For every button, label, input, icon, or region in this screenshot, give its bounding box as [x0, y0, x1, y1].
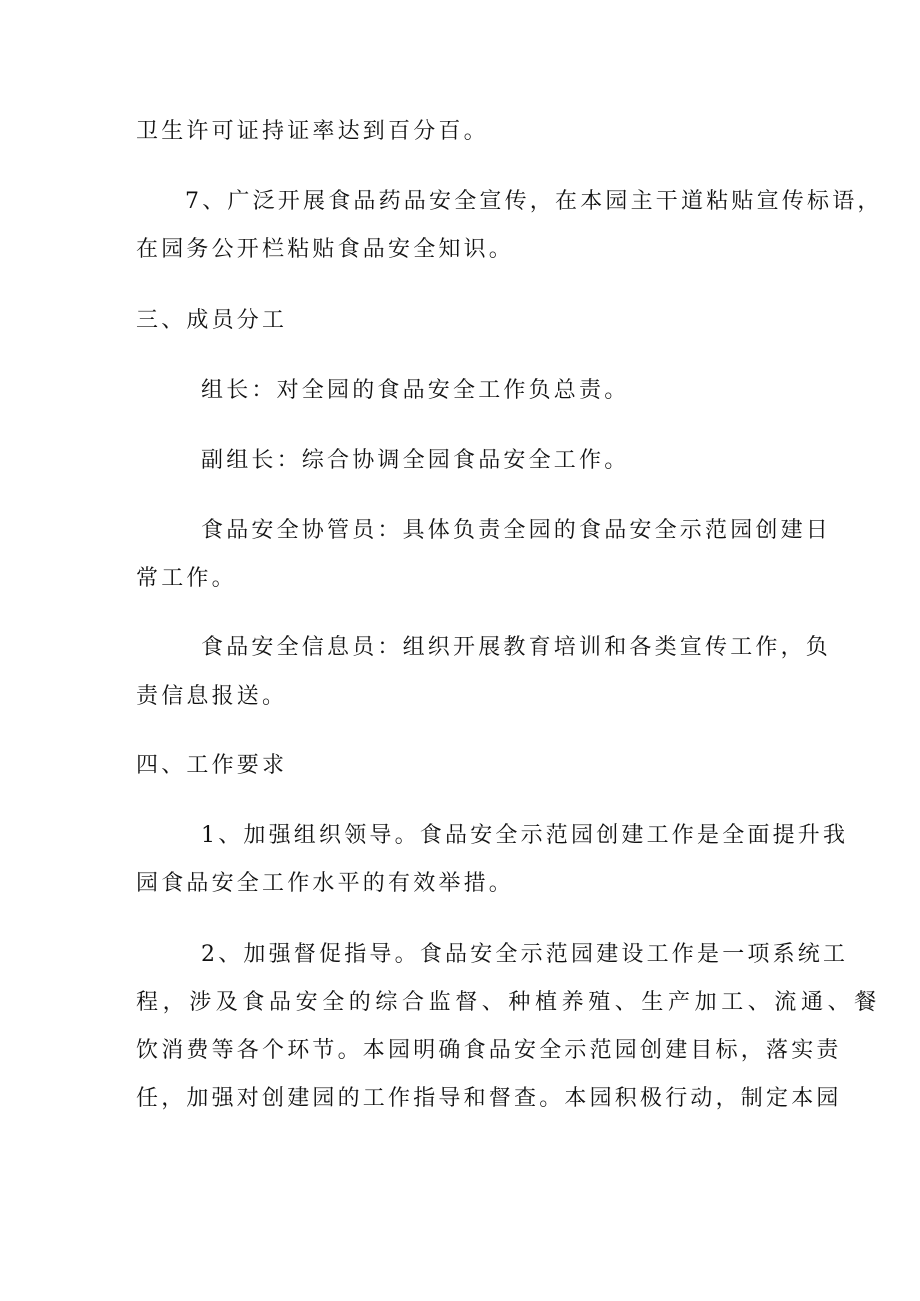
paragraph-line: 2、加强督促指导。食品安全示范园建设工作是一项系统工 — [201, 942, 849, 967]
paragraph-line: 食品安全协管员：具体负责全园的食品安全示范园创建日 — [201, 518, 832, 543]
paragraph-line: 1、加强组织领导。食品安全示范园创建工作是全面提升我 — [201, 823, 849, 848]
paragraph-line: 在园务公开栏粘贴食品安全知识。 — [136, 237, 515, 262]
paragraph-line: 饮消费等各个环节。本园明确食品安全示范园创建目标，落实责 — [136, 1038, 842, 1063]
paragraph-line: 卫生许可证持证率达到百分百。 — [136, 119, 489, 144]
paragraph-line: 副组长：综合协调全园食品安全工作。 — [201, 448, 630, 473]
paragraph-line: 食品安全信息员：组织开展教育培训和各类宣传工作，负 — [201, 635, 832, 660]
paragraph-line: 程，涉及食品安全的综合监督、种植养殖、生产加工、流通、餐 — [136, 990, 881, 1015]
paragraph-line: 常工作。 — [136, 566, 237, 591]
paragraph-line: 任，加强对创建园的工作指导和督查。本园积极行动，制定本园 — [136, 1086, 842, 1111]
section-heading: 四、工作要求 — [136, 753, 288, 778]
paragraph-line: 7、广泛开展食品药品安全宣传，在本园主干道粘贴宣传标语， — [185, 189, 883, 214]
paragraph-line: 组长：对全园的食品安全工作负总责。 — [201, 378, 630, 403]
paragraph-line: 责信息报送。 — [136, 684, 288, 709]
section-heading: 三、成员分工 — [136, 308, 288, 333]
paragraph-line: 园食品安全工作水平的有效举措。 — [136, 871, 515, 896]
